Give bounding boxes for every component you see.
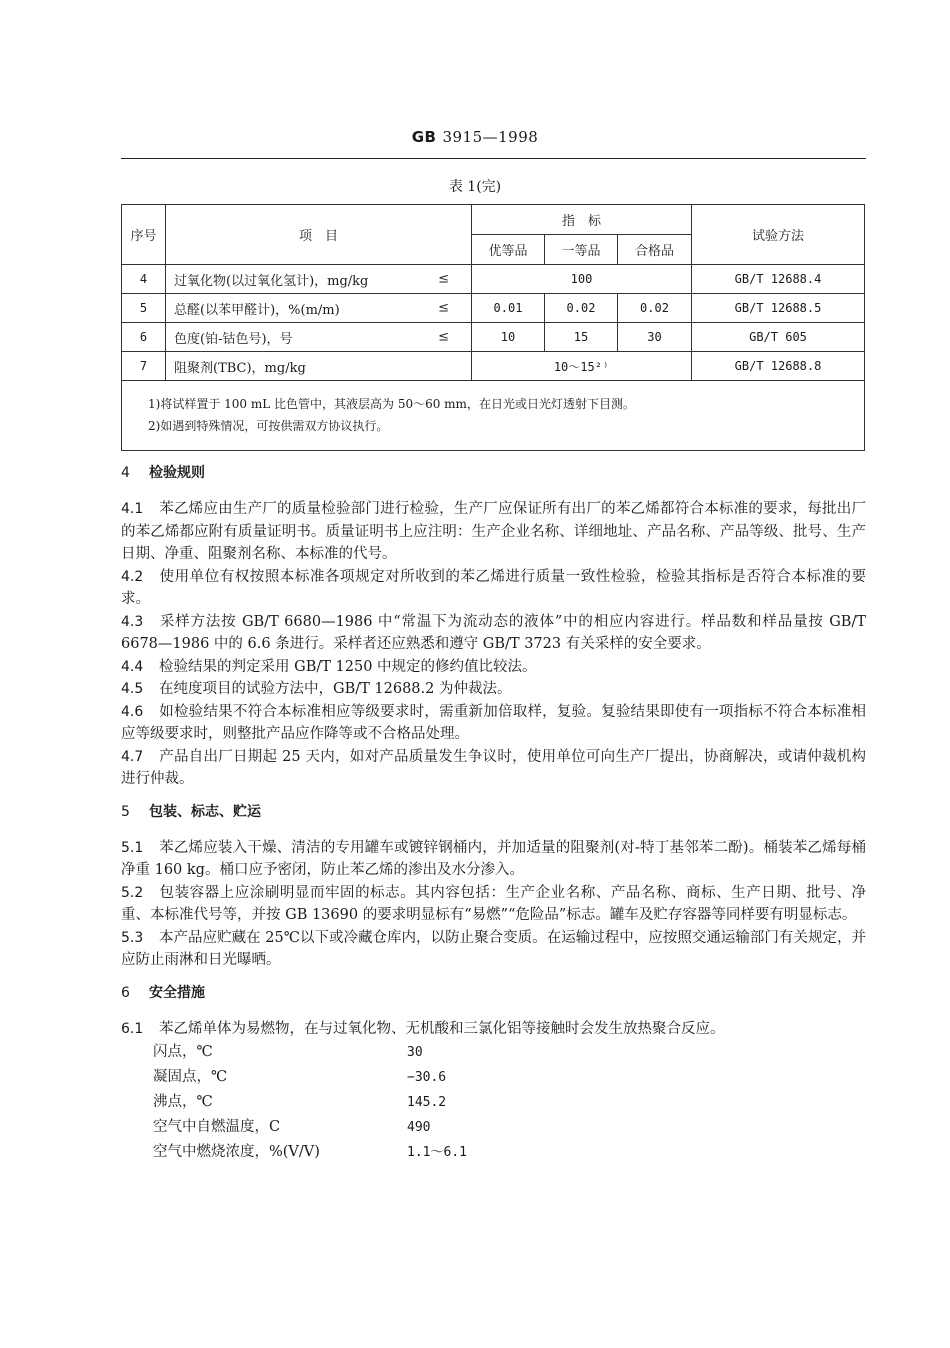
row-seq: 7 [122, 352, 166, 381]
section-heading [121, 801, 866, 823]
property-row [153, 1090, 866, 1115]
clause [121, 746, 866, 791]
property-row [153, 1065, 866, 1090]
section-number: 4 [121, 465, 130, 481]
row-item-label: 过氧化物(以过氧化氢计)，mg/kg [174, 273, 369, 289]
header-item: 项 目 [166, 205, 472, 265]
table-row [122, 323, 865, 352]
clause-number: 4.5 [121, 681, 144, 697]
standard-code: 3915—1998 [442, 128, 539, 146]
row-value-premium: 0.01 [472, 294, 545, 323]
header-grade-first: 一等品 [545, 235, 618, 265]
section-title: 检验规则 [149, 465, 205, 481]
row-item [166, 323, 472, 352]
page-header [0, 128, 950, 146]
row-value-qualified: 0.02 [618, 294, 692, 323]
clause-number: 4.1 [121, 501, 144, 517]
clause-number: 4.2 [121, 568, 144, 585]
clause-number: 5.1 [121, 839, 144, 856]
property-list [153, 1040, 866, 1165]
row-item [166, 352, 472, 381]
property-label: 凝固点，℃ [153, 1069, 228, 1085]
row-method: GB/T 12688.4 [692, 265, 865, 294]
clause-number: 6.1 [121, 1020, 144, 1037]
clause [121, 837, 866, 882]
row-merged-value: 10～15²⁾ [472, 352, 692, 381]
table-row [122, 265, 865, 294]
row-item [166, 294, 472, 323]
property-label: 闪点，℃ [153, 1044, 213, 1060]
clause [121, 927, 866, 972]
row-item-label: 总醛(以苯甲醛计)，%(m/m) [174, 302, 340, 318]
clause [121, 678, 866, 701]
section-number: 5 [121, 803, 130, 820]
table-note: 2)如遇到特殊情况，可按供需双方协议执行。 [148, 419, 389, 433]
header-grade-premium: 优等品 [472, 235, 545, 265]
property-value: 490 [407, 1120, 431, 1135]
clause-text: 使用单位有权按照本标准各项规定对所收到的苯乙烯进行质量一致性检验，检验其指标是否符合本标准的要求。 [121, 568, 866, 607]
row-item-label: 阻聚剂(TBC)，mg/kg [174, 360, 306, 376]
row-value-premium: 10 [472, 323, 545, 352]
row-seq: 5 [122, 294, 166, 323]
property-row [153, 1140, 866, 1165]
row-item-label: 色度(铂-钴色号)，号 [174, 331, 293, 347]
clause-text: 在纯度项目的试验方法中，GB/T 12688.2 为仲裁法。 [159, 681, 512, 697]
property-row [153, 1115, 866, 1140]
property-value: 1.1～6.1 [407, 1145, 467, 1160]
property-row [153, 1040, 866, 1065]
clause-text: 如检验结果不符合本标准相应等级要求时，需重新加倍取样，复验。复验结果即使有一项指标不符合本标准相应等级要求时，则整批产品应作降等或不合格品处理。 [121, 703, 866, 742]
property-value: −30.6 [407, 1070, 447, 1085]
clause-number: 4.3 [121, 613, 144, 630]
row-item [166, 265, 472, 294]
clause [121, 498, 866, 566]
clause-text: 产品自出厂日期起 25 天内，如对产品质量发生争议时，使用单位可向生产厂提出，协商解决，或请仲裁机构进行仲裁。 [121, 748, 866, 787]
clause-number: 5.2 [121, 884, 144, 901]
row-seq: 4 [122, 265, 166, 294]
standard-prefix: GB [411, 128, 437, 146]
row-value-first: 0.02 [545, 294, 618, 323]
clause-text: 苯乙烯应装入干燥、清洁的专用罐车或镀锌钢桶内，并加适量的阻聚剂(对-特丁基邻苯二酚)。桶装苯乙烯每桶净重 160 kg。桶口应予密闭，防止苯乙烯的渗出及水分渗入。 [121, 839, 866, 878]
clause-text: 苯乙烯应由生产厂的质量检验部门进行检验，生产厂应保证所有出厂的苯乙烯都符合本标准的要求，每批出厂的苯乙烯都应附有质量证明书。质量证明书上应注明：生产企业名称、详细地址、产品名称、产品等级、批号、生产日期、净重、阻聚剂名称、本标准的代号。 [121, 501, 866, 562]
property-label: 空气中燃烧浓度，%(V/V) [153, 1144, 320, 1160]
table-notes [122, 381, 865, 451]
clause [121, 611, 866, 656]
table-row [122, 294, 865, 323]
header-method: 试验方法 [692, 205, 865, 265]
property-label: 沸点，℃ [153, 1094, 213, 1110]
clause-number: 4.4 [121, 658, 144, 675]
table-note: 1)将试样置于 100 mL 比色管中，其液层高为 50～60 mm，在日光或日光灯透射下目测。 [148, 397, 635, 411]
comparator: ≤ [438, 271, 449, 287]
row-method: GB/T 12688.8 [692, 352, 865, 381]
section-title: 包装、标志、贮运 [149, 803, 261, 820]
header-indicator: 指 标 [472, 205, 692, 235]
clause-number: 4.7 [121, 748, 144, 765]
header-rule [121, 158, 866, 159]
section-number: 6 [121, 984, 130, 1001]
clause-number: 4.6 [121, 703, 144, 720]
clause [121, 656, 866, 679]
clause-text: 采样方法按 GB/T 6680—1986 中“常温下为流动态的液体”中的相应内容进行。样品数和样品量按 GB/T 6678—1986 中的 6.6 条进行。采样者还应熟悉和遵守 GB/T 3723 有关采样的安全要求。 [121, 613, 866, 652]
body-content [121, 462, 866, 1165]
section-title: 安全措施 [149, 984, 205, 1001]
clause [121, 1018, 866, 1041]
row-seq: 6 [122, 323, 166, 352]
row-value-first: 15 [545, 323, 618, 352]
table-caption: 表 1(完) [448, 179, 502, 195]
spec-table [121, 204, 865, 451]
row-method: GB/T 12688.5 [692, 294, 865, 323]
clause [121, 566, 866, 611]
clause-text: 本产品应贮藏在 25℃以下或冷藏仓库内，以防止聚合变质。在运输过程中，应按照交通运输部门有关规定，并应防止雨淋和日光曝晒。 [121, 929, 866, 968]
property-value: 30 [407, 1045, 423, 1060]
row-value-qualified: 30 [618, 323, 692, 352]
table-row [122, 352, 865, 381]
clause [121, 701, 866, 746]
section-heading [121, 982, 866, 1004]
clause-text: 苯乙烯单体为易燃物，在与过氧化物、无机酸和三氯化铝等接触时会发生放热聚合反应。 [159, 1020, 725, 1037]
row-merged-value: 100 [472, 265, 692, 294]
property-value: 145.2 [407, 1095, 447, 1110]
clause-text: 包装容器上应涂刷明显而牢固的标志。其内容包括：生产企业名称、产品名称、商标、生产日期、批号、净重、本标准代号等，并按 GB 13690 的要求明显标有“易燃”“危险品”标志。罐车及贮存容器等同样要有明显标志。 [121, 884, 866, 923]
header-seq: 序号 [122, 205, 166, 265]
header-grade-qualified: 合格品 [618, 235, 692, 265]
comparator: ≤ [438, 300, 449, 316]
section-heading [121, 462, 866, 484]
clause-text: 检验结果的判定采用 GB/T 1250 中规定的修约值比较法。 [159, 658, 537, 675]
comparator: ≤ [438, 329, 449, 345]
row-method: GB/T 605 [692, 323, 865, 352]
clause-number: 5.3 [121, 929, 144, 946]
property-label: 空气中自燃温度，C [153, 1119, 281, 1135]
clause [121, 882, 866, 927]
